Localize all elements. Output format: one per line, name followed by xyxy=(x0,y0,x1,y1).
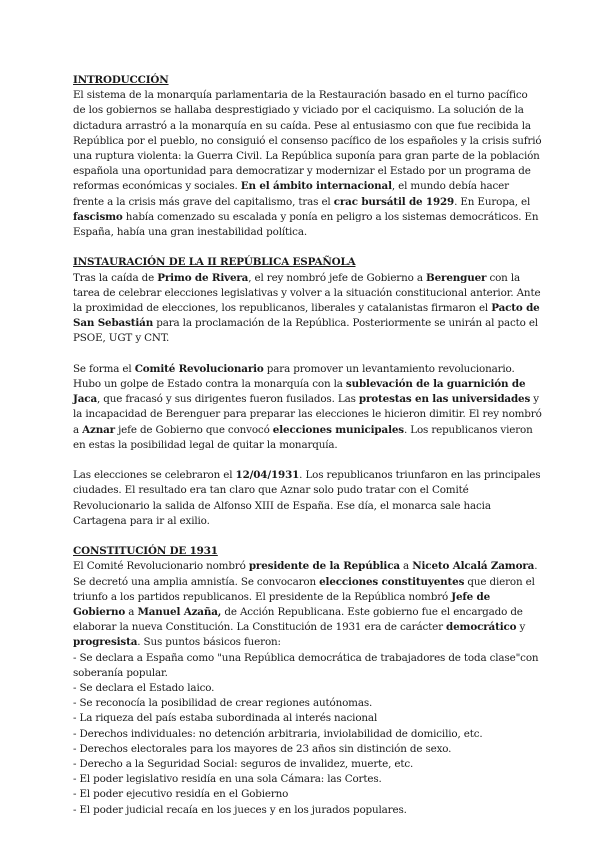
bold-term: Pacto de San Sebastián xyxy=(73,302,540,330)
text-run: había comenzado su escalada y ponía en peligro a los sistemas democráticos. En España, había una gran inestabilidad política. xyxy=(73,210,539,239)
text-run: y la incapacidad de Berenguer para preparar las elecciones le hicieron dimitir. El rey nombró a xyxy=(73,393,542,436)
bold-term: Aznar xyxy=(82,423,115,436)
bold-term: Comité Revolucionario xyxy=(134,362,264,375)
text-run: para promover un levantamiento revolucionario. Hubo un golpe de Estado contra la monarquía con la xyxy=(73,362,515,391)
list-item: - El poder ejecutivo residía en el Gobierno xyxy=(73,788,289,801)
bold-term: Manuel Azaña, xyxy=(137,606,222,619)
list-item: - El poder judicial recaía en los jueces y en los jurados populares. xyxy=(73,803,407,816)
text-run: Se forma el xyxy=(73,362,135,375)
text-run: . Los republicanos vieron en estas la posibilidad legal de quitar la monarquía. xyxy=(73,423,533,451)
text-run: . Se decretó una amplia amnistía. Se convocaron xyxy=(73,560,538,588)
list-item: - Se declara a España como "una República democrática de trabajadores de toda clase"con soberanía popular. xyxy=(73,651,539,679)
text-run: , el mundo debía hacer frente a la crisis más grave del capitalismo, tras el xyxy=(73,180,509,208)
text-run: para la proclamación de la República. Posteriormente se unirán al pacto el PSOE, UGT y CNT. xyxy=(73,317,538,345)
section-heading-introduccion: INTRODUCCIÓN xyxy=(73,74,169,86)
text-run: a xyxy=(125,606,138,619)
text-run: Tras la caída de xyxy=(73,271,158,284)
text-run: jefe de Gobierno que convocó xyxy=(114,423,273,436)
document-page xyxy=(73,73,543,818)
bold-term: progresista xyxy=(73,636,138,649)
bold-term: Berenguer xyxy=(426,271,487,284)
text-run: de Acción Republicana. Este gobierno fue el encargado de elaborar la nueva Constitución. La Constitución de 1931 era de carácter xyxy=(73,606,523,634)
bold-term: sublevación de la guarnición de Jaca xyxy=(73,378,526,406)
list-item: - El poder legislativo residía en una sola Cámara: las Cortes. xyxy=(73,773,382,786)
text-run: . Sus puntos básicos fueron: xyxy=(137,636,281,649)
bold-term: protestas en las universidades xyxy=(358,393,531,406)
bold-term: Niceto Alcalá Zamora xyxy=(412,560,535,573)
text-run: y xyxy=(516,621,526,634)
bold-term: crac bursátil de 1929 xyxy=(333,195,455,208)
text-run: Las elecciones se celebraron el xyxy=(73,469,236,482)
text-run: . En Europa, el xyxy=(454,195,531,208)
text-run: El Comité Revolucionario nombró xyxy=(73,560,249,573)
list-item: - La riqueza del país estaba subordinada al interés nacional xyxy=(73,712,378,725)
section-heading-instauracion: INSTAURACIÓN DE LA II REPÚBLICA ESPAÑOLA xyxy=(73,256,356,269)
text-run: a xyxy=(399,560,413,573)
list-item: - Se reconocía la posibilidad de crear regiones autónomas. xyxy=(73,697,373,710)
list-item: - Se declara el Estado laico. xyxy=(73,682,215,695)
text-run: que dieron el triunfo a los partidos republicanos. El presidente de la República nombró xyxy=(73,575,535,603)
text-run: . Los republicanos triunfaron en las principales ciudades. El resultado era tan claro que Aznar solo pudo tratar con el Comité Revolucionario la salida de Alfonso XIII de España. Ese día, el monarca sale hacia Cartagena para ir al exilio. xyxy=(73,469,541,527)
list-item: - Derechos electorales para los mayores de 23 años sin distinción de sexo. xyxy=(73,742,452,755)
bold-term: 12/04/1931 xyxy=(235,469,300,482)
bold-term: En el ámbito internacional xyxy=(240,180,392,193)
bold-term: fascismo xyxy=(73,210,123,223)
instauracion-paragraph-1 xyxy=(73,271,543,347)
instauracion-paragraph-3 xyxy=(73,468,543,529)
bold-term: presidente de la República xyxy=(248,560,400,573)
list-item: - Derecho a la Seguridad Social: seguros de invalidez, muerte, etc. xyxy=(73,758,414,771)
bold-term: Jefe de Gobierno xyxy=(73,590,491,619)
instauracion-paragraph-2 xyxy=(73,362,543,453)
section-heading-constitucion: CONSTITUCIÓN DE 1931 xyxy=(73,545,218,558)
list-item: - Derechos individuales: no detención arbitraria, inviolabilidad de domicilio, etc. xyxy=(73,727,483,740)
constitucion-paragraph xyxy=(73,559,543,650)
text-run: El sistema de la monarquía parlamentaria de la Restauración basado en el turno pacífico de los gobiernos se hallaba desprestigiado y viciado por el caciquismo. La solución de la dictadura arrastró a la monarquía en su caída. Pese al entusiasmo con que fue recibida la República por el pueblo, no consiguió el consenso pacífico de los españoles y la crisis sufrió una ruptura violenta: la Guerra Civil. La República suponía para gran parte de la población española una oportunidad para democratizar y modernizar el Estado por un programa de reformas económicas y sociales. xyxy=(73,89,542,193)
bold-term: elecciones constituyentes xyxy=(319,575,465,588)
constitucion-points-list xyxy=(73,651,543,818)
text-run: , que fracasó y sus dirigentes fueron fusilados. Las xyxy=(97,393,359,406)
bold-term: elecciones municipales xyxy=(272,423,404,436)
text-run: , el rey nombró jefe de Gobierno a xyxy=(248,271,426,284)
bold-term: Primo de Rivera xyxy=(157,271,249,284)
text-run: con la tarea de celebrar elecciones legislativas y volver a la situación constitucional anterior. Ante la proximidad de elecciones, los republicanos, liberales y catalanistas firmaron el xyxy=(73,271,541,315)
intro-paragraph xyxy=(73,88,543,240)
bold-term: democrático xyxy=(446,621,517,634)
